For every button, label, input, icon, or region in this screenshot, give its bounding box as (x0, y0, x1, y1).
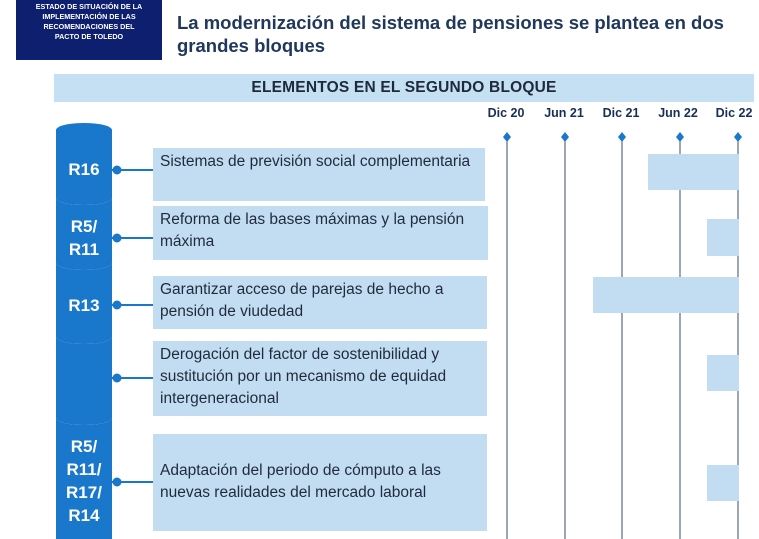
timeline-label-jun22: Jun 22 (658, 106, 698, 120)
gantt-bar-computo (707, 465, 739, 501)
connectors (112, 167, 153, 486)
task-box-previsión-social: Sistemas de previsión social complementaria (153, 148, 485, 201)
ref-text: R13 (68, 296, 100, 315)
connector-dot-icon (114, 302, 121, 309)
gantt-bar-r13 (593, 277, 739, 313)
ref-label-r16 (56, 158, 112, 181)
diamond-marker-icon (676, 132, 684, 142)
section-header: ELEMENTOS EN EL SEGUNDO BLOQUE (54, 74, 754, 102)
report-label-line: IMPLEMENTACIÓN DE LAS (42, 12, 136, 21)
diamond-marker-icon (734, 132, 742, 142)
task-box-viudedad: Garantizar acceso de parejas de hecho a pensión de viudedad (153, 276, 487, 329)
connector-dot-icon (114, 479, 121, 486)
ref-text: R16 (68, 160, 100, 179)
gantt-bar-r16 (648, 154, 739, 190)
diamond-marker-icon (503, 132, 511, 142)
task-box-bases-maximas: Reforma de las bases máximas y la pensión máxima (153, 206, 488, 260)
timeline-label-dic21: Dic 21 (602, 106, 640, 120)
cylinder-segment (56, 337, 112, 425)
diamond-marker-icon (618, 132, 626, 142)
ref-text: R11 (68, 240, 100, 259)
ref-text: R5/ (70, 217, 98, 236)
timeline-label-dic20: Dic 20 (487, 106, 525, 120)
ref-label-r5-r11-r17-r14 (56, 435, 112, 527)
report-label-line: ESTADO DE SITUACIÓN DE LA (35, 2, 143, 11)
report-label-line: RECOMENDACIONES DEL (43, 22, 135, 31)
ref-text: R17/ (66, 483, 102, 502)
connector-dot-icon (114, 235, 121, 242)
timeline-markers (503, 132, 742, 142)
connector-dot-icon (114, 167, 121, 174)
ref-label-r13 (56, 294, 112, 317)
timeline-label-jun21: Jun 21 (544, 106, 584, 120)
timeline-gridlines (507, 137, 738, 539)
ref-text: R5/ (70, 437, 98, 456)
report-label-line: PACTO DE TOLEDO (54, 32, 124, 41)
diamond-marker-icon (561, 132, 569, 142)
ref-text: R11/ (66, 460, 102, 479)
connector-dot-icon (114, 375, 121, 382)
slide-title: La modernización del sistema de pensiones se plantea en dos grandes bloques (177, 12, 724, 56)
gantt-bar-sostenibilidad (707, 355, 739, 391)
timeline-label-dic22: Dic 22 (715, 106, 753, 120)
ref-text: R14 (68, 506, 100, 525)
task-box-periodo-computo: Adaptación del periodo de cómputo a las nuevas realidades del mercado laboral (153, 434, 487, 531)
ref-label-r5-r11 (56, 215, 112, 261)
task-box-factor-sostenibilidad: Derogación del factor de sostenibilidad y sustitución por un mecanismo de equidad intergeneracional (153, 341, 487, 416)
gantt-bar-r5-r11 (707, 219, 739, 256)
